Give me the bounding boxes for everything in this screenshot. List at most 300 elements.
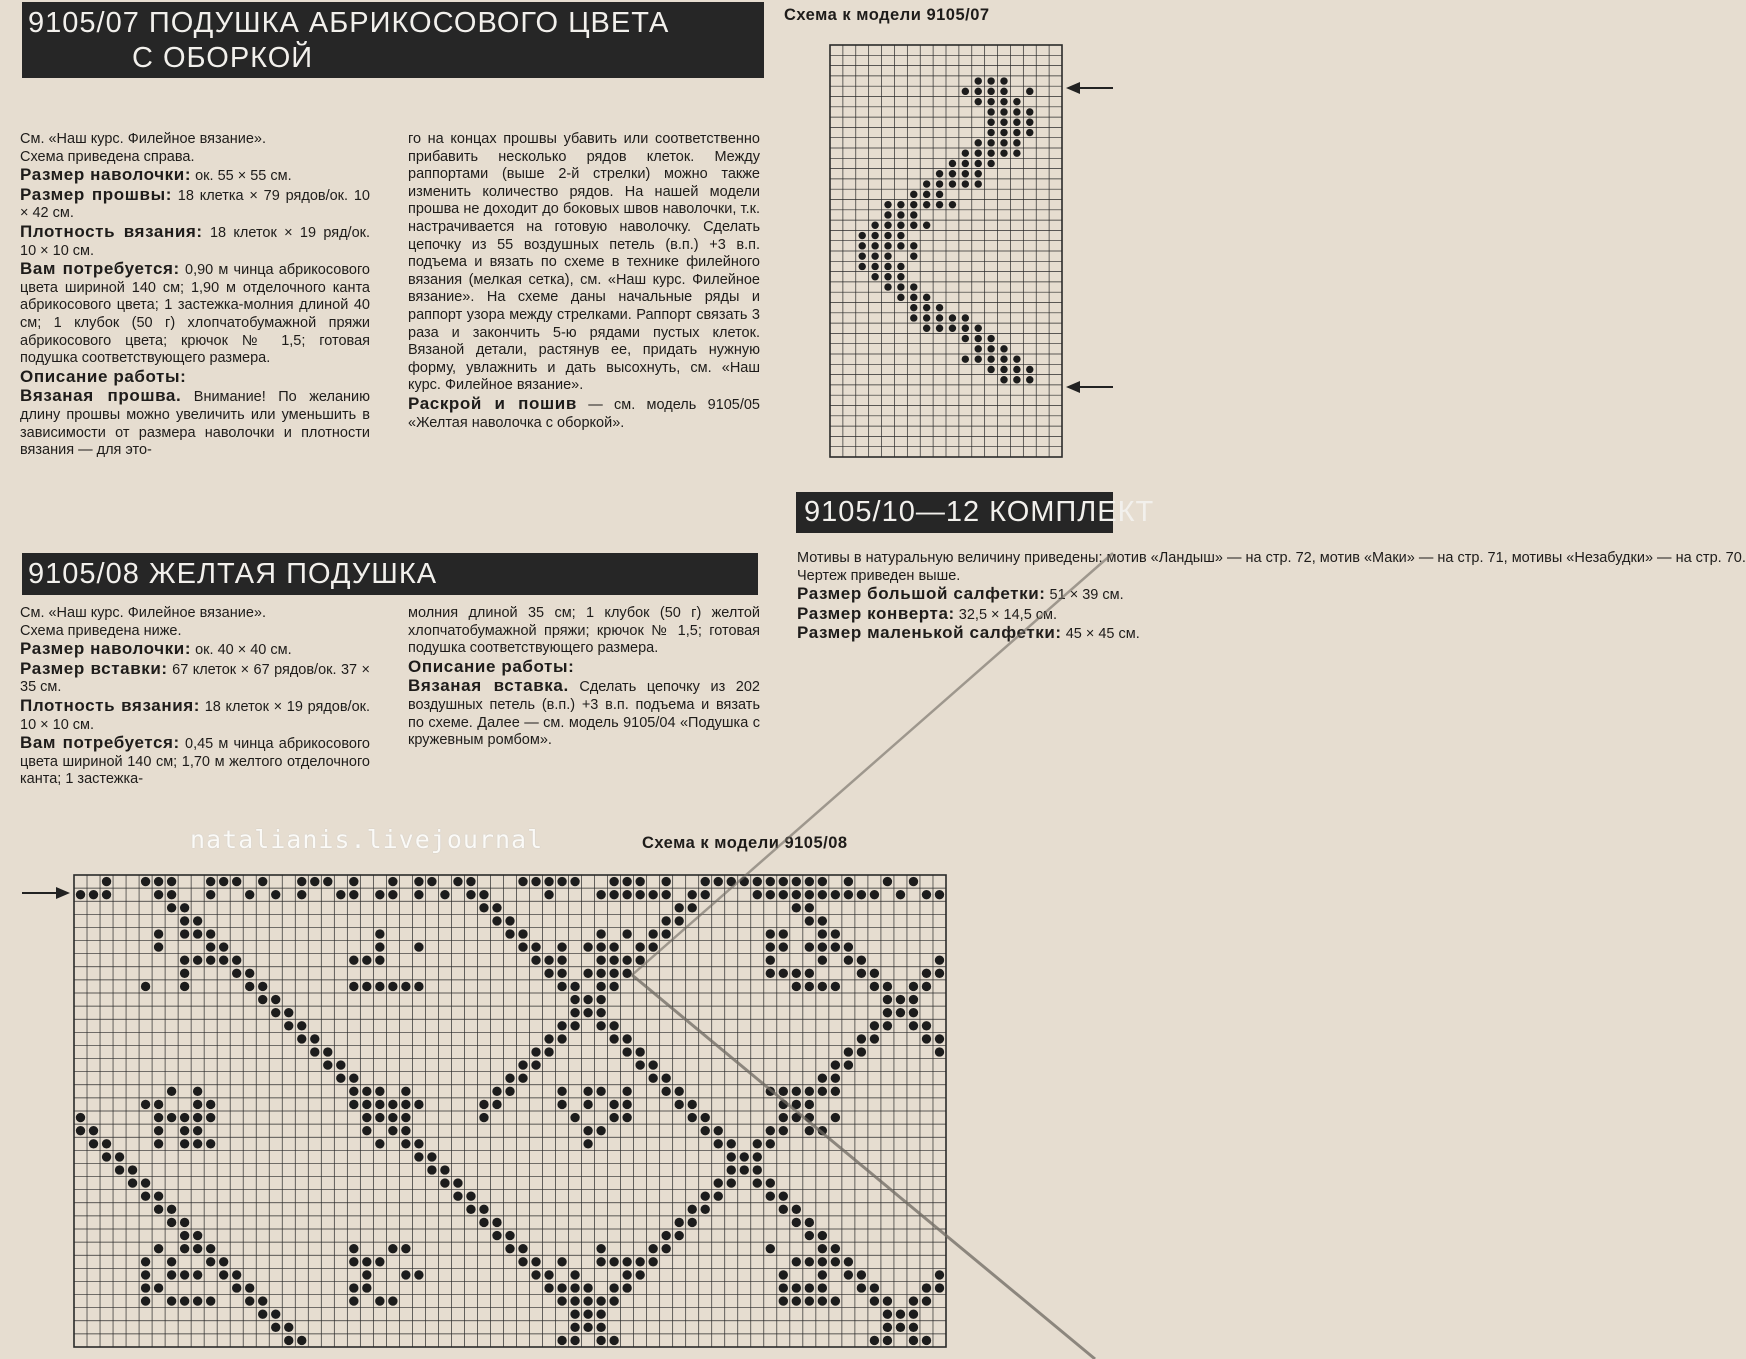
stitch-dot bbox=[792, 1218, 801, 1227]
stitch-dot bbox=[896, 1323, 905, 1332]
stitch-dot bbox=[923, 304, 930, 311]
stitch-dot bbox=[884, 201, 891, 208]
stitch-dot bbox=[883, 1310, 892, 1319]
stitch-dot bbox=[609, 1100, 618, 1109]
stitch-dot bbox=[1013, 119, 1020, 126]
stitch-dot bbox=[336, 1074, 345, 1083]
stitch-dot bbox=[922, 1336, 931, 1345]
stitch-dot bbox=[414, 877, 423, 886]
stitch-dot bbox=[922, 1021, 931, 1030]
stitch-dot bbox=[1026, 119, 1033, 126]
stitch-dot bbox=[583, 1087, 592, 1096]
stitch-dot bbox=[388, 1244, 397, 1253]
stitch-dot bbox=[675, 903, 684, 912]
stitch-dot bbox=[193, 956, 202, 965]
stitch-dot bbox=[284, 1021, 293, 1030]
paragraph-label: Размер наволочки: bbox=[20, 639, 192, 659]
stitch-dot bbox=[596, 1336, 605, 1345]
stitch-dot bbox=[323, 877, 332, 886]
stitch-dot bbox=[910, 294, 917, 301]
stitch-dot bbox=[518, 942, 527, 951]
stitch-dot bbox=[648, 1074, 657, 1083]
stitch-dot bbox=[297, 1021, 306, 1030]
stitch-dot bbox=[897, 201, 904, 208]
stitch-dot bbox=[375, 1113, 384, 1122]
stitch-dot bbox=[870, 1296, 879, 1305]
arrow-icon bbox=[22, 887, 70, 899]
stitch-dot bbox=[492, 1218, 501, 1227]
stitch-dot bbox=[414, 1100, 423, 1109]
paragraph-text: Схема приведена справа. bbox=[20, 148, 195, 165]
stitch-dot bbox=[883, 1323, 892, 1332]
stitch-dot bbox=[1000, 366, 1007, 373]
stitch-dot bbox=[975, 180, 982, 187]
stitch-dot bbox=[531, 1270, 540, 1279]
stitch-dot bbox=[897, 273, 904, 280]
stitch-dot bbox=[466, 1192, 475, 1201]
stitch-dot bbox=[805, 1296, 814, 1305]
stitch-dot bbox=[909, 1008, 918, 1017]
stitch-dot bbox=[779, 1283, 788, 1292]
arrow-icon bbox=[1066, 82, 1113, 94]
stitch-dot bbox=[362, 982, 371, 991]
stitch-dot bbox=[531, 1047, 540, 1056]
stitch-dot bbox=[909, 1310, 918, 1319]
stitch-dot bbox=[622, 1283, 631, 1292]
stitch-dot bbox=[884, 283, 891, 290]
stitch-dot bbox=[831, 1296, 840, 1305]
stitch-dot bbox=[570, 1310, 579, 1319]
stitch-dot bbox=[622, 929, 631, 938]
stitch-dot bbox=[779, 1087, 788, 1096]
stitch-dot bbox=[1000, 355, 1007, 362]
stitch-dot bbox=[557, 1296, 566, 1305]
stitch-dot bbox=[870, 890, 879, 899]
stitch-dot bbox=[414, 1139, 423, 1148]
stitch-dot bbox=[844, 1257, 853, 1266]
paragraph-label: Вязаная прошва. bbox=[20, 386, 182, 406]
stitch-dot bbox=[453, 877, 462, 886]
stitch-dot bbox=[375, 942, 384, 951]
stitch-dot bbox=[661, 1074, 670, 1083]
stitch-dot bbox=[180, 1231, 189, 1240]
stitch-dot bbox=[897, 242, 904, 249]
stitch-dot bbox=[232, 1283, 241, 1292]
stitch-dot bbox=[792, 903, 801, 912]
paragraph-text: См. «Наш курс. Филейное вязание». bbox=[20, 605, 267, 621]
stitch-dot bbox=[362, 1100, 371, 1109]
stitch-dot bbox=[987, 88, 994, 95]
stitch-dot bbox=[440, 1178, 449, 1187]
stitch-dot bbox=[987, 355, 994, 362]
stitch-dot bbox=[609, 877, 618, 886]
stitch-dot bbox=[388, 982, 397, 991]
stitch-dot bbox=[180, 903, 189, 912]
stitch-dot bbox=[779, 1192, 788, 1201]
article1-header-line1: 9105/07 ПОДУШКА АБРИКОСОВОГО ЦВЕТА bbox=[28, 7, 670, 39]
stitch-dot bbox=[427, 877, 436, 886]
stitch-dot bbox=[206, 1100, 215, 1109]
stitch-dot bbox=[362, 1113, 371, 1122]
stitch-dot bbox=[766, 1244, 775, 1253]
stitch-dot bbox=[557, 1257, 566, 1266]
stitch-dot bbox=[818, 942, 827, 951]
stitch-dot bbox=[505, 1074, 514, 1083]
stitch-dot bbox=[897, 232, 904, 239]
stitch-dot bbox=[349, 1100, 358, 1109]
paragraph-text: ок. 40 × 40 см. bbox=[191, 642, 292, 659]
stitch-dot bbox=[414, 1152, 423, 1161]
stitch-dot bbox=[857, 969, 866, 978]
stitch-dot bbox=[805, 1087, 814, 1096]
stitch-dot bbox=[818, 890, 827, 899]
stitch-dot bbox=[871, 273, 878, 280]
paragraph-text: 0,45 м чинца абрикосового цвета шириной 140 см; 1,70 м желтого отделочного канта; 1 застежка- bbox=[20, 736, 370, 788]
stitch-dot bbox=[975, 149, 982, 156]
stitch-dot bbox=[870, 969, 879, 978]
stitch-dot bbox=[923, 325, 930, 332]
stitch-dot bbox=[466, 890, 475, 899]
stitch-dot bbox=[648, 1257, 657, 1266]
stitch-dot bbox=[531, 1257, 540, 1266]
stitch-dot bbox=[923, 314, 930, 321]
stitch-dot bbox=[531, 1060, 540, 1069]
stitch-dot bbox=[936, 325, 943, 332]
stitch-dot bbox=[1000, 149, 1007, 156]
stitch-dot bbox=[675, 1231, 684, 1240]
stitch-dot bbox=[792, 969, 801, 978]
stitch-dot bbox=[871, 222, 878, 229]
stitch-dot bbox=[923, 191, 930, 198]
stitch-dot bbox=[792, 1205, 801, 1214]
stitch-dot bbox=[701, 1126, 710, 1135]
stitch-dot bbox=[479, 1113, 488, 1122]
stitch-dot bbox=[701, 877, 710, 886]
stitch-dot bbox=[792, 1296, 801, 1305]
stitch-dot bbox=[949, 180, 956, 187]
stitch-dot bbox=[206, 1113, 215, 1122]
stitch-dot bbox=[453, 1178, 462, 1187]
stitch-dot bbox=[232, 969, 241, 978]
stitch-dot bbox=[949, 314, 956, 321]
stitch-dot bbox=[1026, 108, 1033, 115]
stitch-dot bbox=[193, 1100, 202, 1109]
stitch-dot bbox=[648, 1060, 657, 1069]
stitch-dot bbox=[76, 1113, 85, 1122]
stitch-dot bbox=[883, 1296, 892, 1305]
stitch-dot bbox=[935, 1270, 944, 1279]
stitch-dot bbox=[154, 929, 163, 938]
stitch-dot bbox=[141, 1296, 150, 1305]
stitch-dot bbox=[935, 1283, 944, 1292]
stitch-dot bbox=[570, 982, 579, 991]
stitch-dot bbox=[596, 1021, 605, 1030]
stitch-dot bbox=[609, 1336, 618, 1345]
paragraph-text: ок. 55 × 55 см. bbox=[191, 168, 292, 185]
stitch-dot bbox=[544, 877, 553, 886]
stitch-dot bbox=[714, 1178, 723, 1187]
stitch-dot bbox=[102, 890, 111, 899]
stitch-dot bbox=[805, 890, 814, 899]
stitch-dot bbox=[857, 1283, 866, 1292]
stitch-dot bbox=[727, 1178, 736, 1187]
stitch-dot bbox=[297, 1034, 306, 1043]
stitch-dot bbox=[518, 1060, 527, 1069]
stitch-dot bbox=[805, 916, 814, 925]
stitch-dot bbox=[935, 956, 944, 965]
stitch-dot bbox=[570, 1008, 579, 1017]
stitch-dot bbox=[975, 325, 982, 332]
stitch-dot bbox=[714, 1139, 723, 1148]
stitch-dot bbox=[271, 1323, 280, 1332]
stitch-dot bbox=[910, 211, 917, 218]
stitch-dot bbox=[180, 1296, 189, 1305]
stitch-dot bbox=[180, 969, 189, 978]
stitch-dot bbox=[596, 1323, 605, 1332]
stitch-dot bbox=[401, 1100, 410, 1109]
stitch-dot bbox=[297, 890, 306, 899]
stitch-dot bbox=[401, 1139, 410, 1148]
stitch-dot bbox=[193, 929, 202, 938]
stitch-dot bbox=[844, 956, 853, 965]
stitch-dot bbox=[349, 1283, 358, 1292]
stitch-dot bbox=[349, 1087, 358, 1096]
stitch-dot bbox=[909, 1021, 918, 1030]
stitch-dot bbox=[962, 149, 969, 156]
stitch-dot bbox=[141, 877, 150, 886]
stitch-dot bbox=[859, 263, 866, 270]
stitch-dot bbox=[896, 890, 905, 899]
stitch-dot bbox=[544, 969, 553, 978]
stitch-dot bbox=[987, 345, 994, 352]
stitch-dot bbox=[844, 1060, 853, 1069]
stitch-dot bbox=[180, 1270, 189, 1279]
article2-header-title: 9105/08 ЖЕЛТАЯ ПОДУШКА bbox=[28, 558, 438, 590]
stitch-dot bbox=[609, 1021, 618, 1030]
stitch-dot bbox=[466, 1205, 475, 1214]
stitch-dot bbox=[831, 942, 840, 951]
stitch-dot bbox=[258, 1296, 267, 1305]
stitch-dot bbox=[557, 942, 566, 951]
stitch-dot bbox=[661, 1087, 670, 1096]
article3-header-title: 9105/10—12 КОМПЛЕКТ bbox=[804, 496, 1155, 528]
stitch-dot bbox=[505, 1231, 514, 1240]
stitch-dot bbox=[167, 1270, 176, 1279]
stitch-dot bbox=[375, 1296, 384, 1305]
stitch-dot bbox=[831, 1074, 840, 1083]
stitch-dot bbox=[258, 982, 267, 991]
stitch-dot bbox=[922, 982, 931, 991]
stitch-dot bbox=[935, 1047, 944, 1056]
stitch-dot bbox=[753, 1139, 762, 1148]
stitch-dot bbox=[910, 304, 917, 311]
stitch-dot bbox=[805, 903, 814, 912]
stitch-dot bbox=[661, 890, 670, 899]
stitch-dot bbox=[427, 1165, 436, 1174]
paragraph-label: Раскрой и пошив bbox=[408, 393, 577, 413]
paragraph-label: Вязаная вставка. bbox=[408, 676, 569, 696]
stitch-dot bbox=[987, 119, 994, 126]
stitch-dot bbox=[219, 1257, 228, 1266]
stitch-dot bbox=[805, 1126, 814, 1135]
stitch-dot bbox=[245, 982, 254, 991]
stitch-dot bbox=[440, 1165, 449, 1174]
stitch-dot bbox=[401, 1113, 410, 1122]
stitch-dot bbox=[987, 160, 994, 167]
paragraph-text: — см. модель 9105/05 «Желтая наволочка с оборкой». bbox=[408, 396, 760, 431]
paragraph-label: Плотность вязания: bbox=[20, 221, 203, 241]
stitch-dot bbox=[871, 263, 878, 270]
stitch-dot bbox=[688, 1218, 697, 1227]
stitch-dot bbox=[375, 956, 384, 965]
paragraph-text: 18 клеток × 19 ряд/ок. 10 × 10 см. bbox=[20, 224, 371, 259]
stitch-dot bbox=[596, 1126, 605, 1135]
stitch-dot bbox=[1000, 376, 1007, 383]
stitch-dot bbox=[362, 956, 371, 965]
watermark: natalianis.livejournal bbox=[190, 825, 544, 854]
stitch-dot bbox=[505, 929, 514, 938]
stitch-dot bbox=[818, 1231, 827, 1240]
stitch-dot bbox=[884, 232, 891, 239]
stitch-dot bbox=[1000, 139, 1007, 146]
stitch-dot bbox=[297, 877, 306, 886]
paragraph-text: См. «Наш курс. Филейное вязание». bbox=[20, 131, 267, 147]
stitch-dot bbox=[414, 942, 423, 951]
stitch-dot bbox=[505, 1087, 514, 1096]
stitch-dot bbox=[884, 252, 891, 259]
stitch-dot bbox=[193, 1087, 202, 1096]
stitch-dot bbox=[805, 877, 814, 886]
stitch-dot bbox=[375, 890, 384, 899]
stitch-dot bbox=[570, 1323, 579, 1332]
crease-line bbox=[632, 553, 1113, 975]
stitch-dot bbox=[219, 942, 228, 951]
stitch-dot bbox=[557, 956, 566, 965]
stitch-dot bbox=[388, 877, 397, 886]
paragraph-label: Размер конверта: bbox=[797, 603, 955, 623]
stitch-dot bbox=[766, 929, 775, 938]
stitch-dot bbox=[622, 1034, 631, 1043]
stitch-dot bbox=[753, 1152, 762, 1161]
stitch-dot bbox=[401, 1244, 410, 1253]
stitch-dot bbox=[154, 1244, 163, 1253]
stitch-dot bbox=[141, 1270, 150, 1279]
stitch-dot bbox=[883, 1336, 892, 1345]
stitch-dot bbox=[362, 1283, 371, 1292]
stitch-dot bbox=[936, 304, 943, 311]
stitch-dot bbox=[102, 1139, 111, 1148]
stitch-dot bbox=[193, 1244, 202, 1253]
stitch-dot bbox=[779, 890, 788, 899]
stitch-dot bbox=[987, 98, 994, 105]
stitch-dot bbox=[583, 995, 592, 1004]
stitch-dot bbox=[570, 1113, 579, 1122]
stitch-dot bbox=[818, 1087, 827, 1096]
stitch-dot bbox=[987, 139, 994, 146]
stitch-dot bbox=[987, 77, 994, 84]
stitch-dot bbox=[479, 890, 488, 899]
stitch-dot bbox=[870, 1021, 879, 1030]
stitch-dot bbox=[544, 890, 553, 899]
stitch-dot bbox=[76, 890, 85, 899]
stitch-dot bbox=[779, 969, 788, 978]
stitch-dot bbox=[609, 969, 618, 978]
stitch-dot bbox=[727, 1139, 736, 1148]
stitch-dot bbox=[141, 1283, 150, 1292]
stitch-dot bbox=[622, 877, 631, 886]
stitch-dot bbox=[884, 263, 891, 270]
stitch-dot bbox=[362, 1270, 371, 1279]
stitch-dot bbox=[962, 314, 969, 321]
stitch-dot bbox=[909, 995, 918, 1004]
paragraph-text: Мотивы в натуральную величину приведены: мотив «Ландыш» — на стр. 72, мотив «Маки» — на стр. 71, мотивы «Незабудки» — на стр. 70. bbox=[797, 550, 1746, 566]
stitch-dot bbox=[857, 956, 866, 965]
paragraph-text: 0,90 м чинца абрикосового цвета шириной 140 см; 1,90 м отделочного канта абрикосового цвета; 1 застежка-молния длиной 40 см; 1 клубок (50 г) хлопчатобумажной пряжи абрикосового цвета; крючок № 1,5; готовая подушка соответствующего размера. bbox=[20, 262, 370, 367]
stitch-dot bbox=[818, 1283, 827, 1292]
stitch-dot bbox=[896, 995, 905, 1004]
stitch-dot bbox=[1026, 129, 1033, 136]
stitch-dot bbox=[923, 180, 930, 187]
stitch-dot bbox=[518, 877, 527, 886]
stitch-dot bbox=[922, 890, 931, 899]
stitch-dot bbox=[766, 1178, 775, 1187]
stitch-dot bbox=[871, 242, 878, 249]
stitch-dot bbox=[987, 149, 994, 156]
stitch-dot bbox=[141, 982, 150, 991]
stitch-dot bbox=[349, 1244, 358, 1253]
stitch-dot bbox=[635, 877, 644, 886]
stitch-dot bbox=[740, 1152, 749, 1161]
stitch-dot bbox=[609, 1113, 618, 1122]
stitch-dot bbox=[622, 1047, 631, 1056]
stitch-dot bbox=[831, 1244, 840, 1253]
stitch-dot bbox=[388, 890, 397, 899]
stitch-dot bbox=[206, 890, 215, 899]
stitch-dot bbox=[857, 1270, 866, 1279]
stitch-dot bbox=[89, 1126, 98, 1135]
stitch-dot bbox=[258, 1310, 267, 1319]
stitch-dot bbox=[766, 890, 775, 899]
stitch-dot bbox=[271, 1008, 280, 1017]
stitch-dot bbox=[831, 929, 840, 938]
stitch-dot bbox=[753, 890, 762, 899]
stitch-dot bbox=[323, 1060, 332, 1069]
stitch-dot bbox=[935, 969, 944, 978]
stitch-dot bbox=[583, 1139, 592, 1148]
stitch-dot bbox=[583, 1310, 592, 1319]
stitch-dot bbox=[128, 1165, 137, 1174]
stitch-dot bbox=[167, 1296, 176, 1305]
stitch-dot bbox=[531, 877, 540, 886]
stitch-dot bbox=[180, 1244, 189, 1253]
stitch-dot bbox=[479, 1218, 488, 1227]
stitch-dot bbox=[245, 890, 254, 899]
stitch-dot bbox=[1000, 108, 1007, 115]
stitch-dot bbox=[1013, 108, 1020, 115]
stitch-dot bbox=[349, 1257, 358, 1266]
paragraph-text: 32,5 × 14,5 см. bbox=[954, 606, 1058, 623]
stitch-dot bbox=[245, 1283, 254, 1292]
stitch-dot bbox=[831, 1087, 840, 1096]
stitch-dot bbox=[1000, 345, 1007, 352]
stitch-dot bbox=[349, 1074, 358, 1083]
stitch-dot bbox=[884, 273, 891, 280]
stitch-dot bbox=[766, 969, 775, 978]
stitch-dot bbox=[1026, 366, 1033, 373]
stitch-dot bbox=[596, 982, 605, 991]
stitch-dot bbox=[154, 1283, 163, 1292]
stitch-dot bbox=[414, 1270, 423, 1279]
